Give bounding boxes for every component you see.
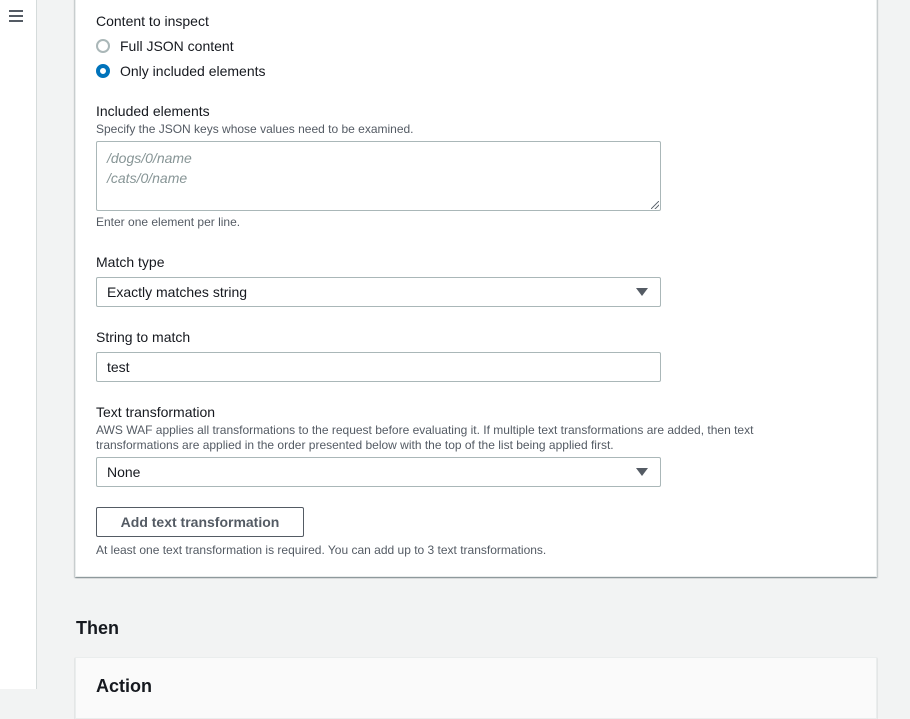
included-elements-description: Specify the JSON keys whose values need to be examined.: [96, 122, 414, 136]
included-elements-label: Included elements: [96, 103, 210, 119]
string-to-match-input[interactable]: [96, 352, 661, 382]
text-transformation-hint: At least one text transformation is required. You can add up to 3 text transformations.: [96, 543, 547, 557]
radio-unchecked-icon[interactable]: [96, 39, 110, 53]
caret-down-icon: [636, 468, 648, 476]
add-text-transformation-button[interactable]: Add text transformation: [96, 507, 304, 537]
text-transformation-label: Text transformation: [96, 404, 216, 420]
string-to-match-value: test: [107, 359, 130, 375]
text-transformation-select[interactable]: [96, 457, 661, 487]
radio-checked-icon[interactable]: [96, 64, 110, 78]
string-to-match-label: String to match: [96, 329, 191, 345]
radio-only-included-elements[interactable]: [96, 63, 266, 79]
text-transformation-description: AWS WAF applies all transformations to the request before evaluating it. If multiple text transformations are added, then text transformations are applied in the order presented below with the top of the list being applied first.: [96, 423, 754, 452]
text-transformation-value: None: [107, 464, 141, 480]
hamburger-menu-icon[interactable]: [9, 10, 23, 22]
left-nav-rail: [0, 0, 37, 689]
placeholder-line: /cats/0/name: [107, 170, 188, 186]
included-elements-hint: Enter one element per line.: [96, 215, 241, 229]
resize-handle-icon[interactable]: [651, 201, 659, 209]
match-type-select[interactable]: [96, 277, 661, 307]
match-type-value: Exactly matches string: [107, 284, 248, 300]
caret-down-icon: [636, 288, 648, 296]
radio-full-json-content[interactable]: [96, 38, 234, 54]
then-section-title: Then: [76, 618, 119, 638]
statement-card: [75, 0, 877, 577]
content-to-inspect-label: Content to inspect: [96, 13, 209, 29]
radio-label-only-included: Only included elements: [120, 63, 266, 79]
match-type-label: Match type: [96, 254, 165, 270]
included-elements-textarea[interactable]: [96, 141, 661, 211]
placeholder-line: /dogs/0/name: [107, 150, 192, 166]
action-title: Action: [96, 676, 152, 696]
radio-label-full-json: Full JSON content: [120, 38, 234, 54]
action-card: [75, 657, 877, 719]
